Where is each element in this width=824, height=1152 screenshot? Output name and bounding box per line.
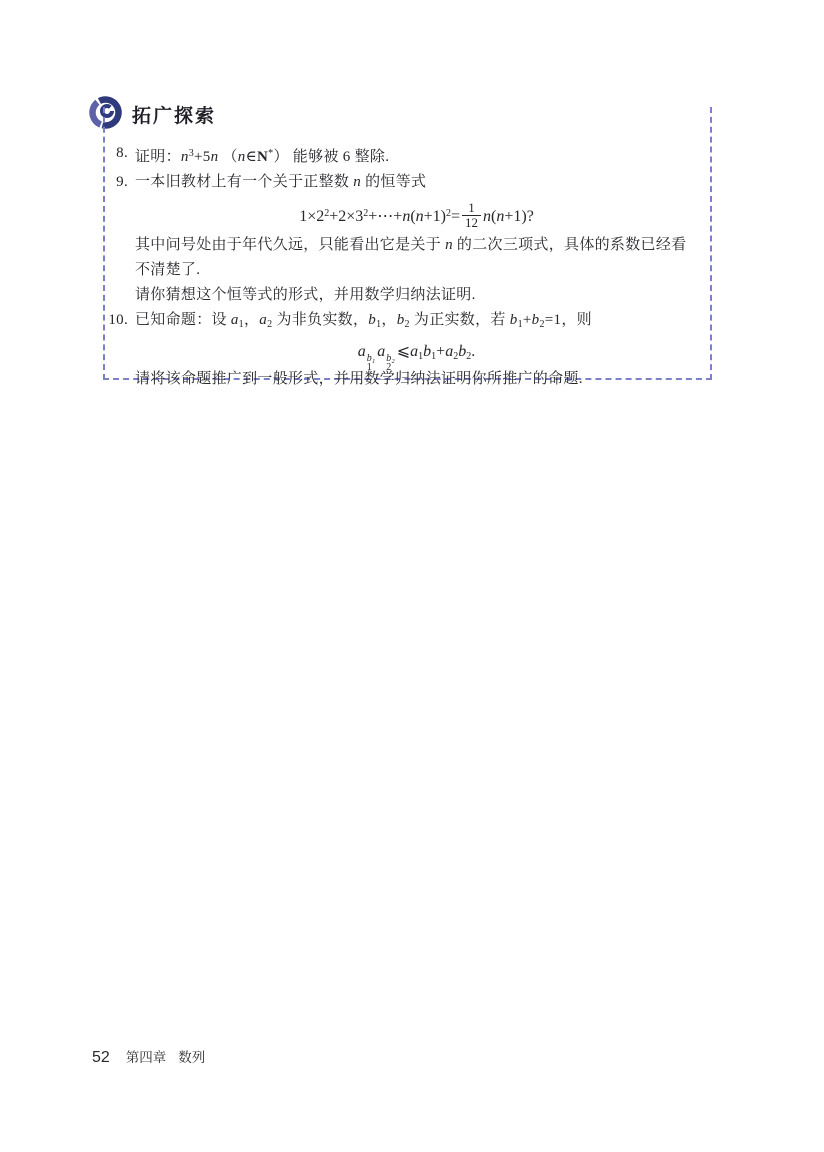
problem-9-line-1 — [116, 170, 698, 195]
problem-9-number: 9. — [116, 174, 128, 190]
problem-8-number: 8. — [116, 145, 128, 161]
problem-9-line-4: 请你猜想这个恒等式的形式，并用数学归纳法证明. — [135, 287, 476, 303]
problem-9 — [116, 170, 698, 308]
chapter-title: 第四章 — [125, 1050, 167, 1065]
page-footer — [92, 1046, 205, 1067]
problem-8-text: 证明：$n^3+5n$ （n∈N*） 能够被 6 整除. — [135, 148, 390, 165]
problem-10-number: 10. — [108, 312, 128, 328]
problem-10-line-1 — [108, 308, 698, 337]
problem-8 — [116, 141, 698, 170]
page-number: 52 — [92, 1049, 110, 1066]
section-title: 数列 — [178, 1050, 206, 1065]
problem-9-line-3: 其中问号处由于年代久远，只能看出它是关于 n 的二次三项式，具体的系数已经看不清楚了. — [135, 237, 687, 278]
problem-8-line-1 — [116, 141, 698, 170]
problem-10-line-3: 请将该命题推广到一般形式，并用数学归纳法证明你所推广的命题. — [135, 371, 583, 387]
box-title: 拓广探索 — [132, 106, 217, 127]
problem-9-text: 一本旧教材上有一个关于正整数 n 的恒等式 — [135, 174, 427, 190]
problem-10 — [108, 308, 698, 392]
exploration-box — [103, 107, 712, 387]
problem-9-formula: $1\times 2^2+2\times 3^2+\cdots+n(n+1)^2=$ $\frac{1}{12}$ n(n+1)? — [299, 200, 534, 231]
problem-10-text: 已知命题：设 $a_1$，$a_2$ 为非负实数，$b_1$，$b_2$ 为正实数，若 $b_1+b_2=1$，则 — [135, 312, 592, 330]
problem-10-formula: a b₁ 1 a b₂ 2 ⩽a1b1+a2b2. — [357, 343, 476, 373]
